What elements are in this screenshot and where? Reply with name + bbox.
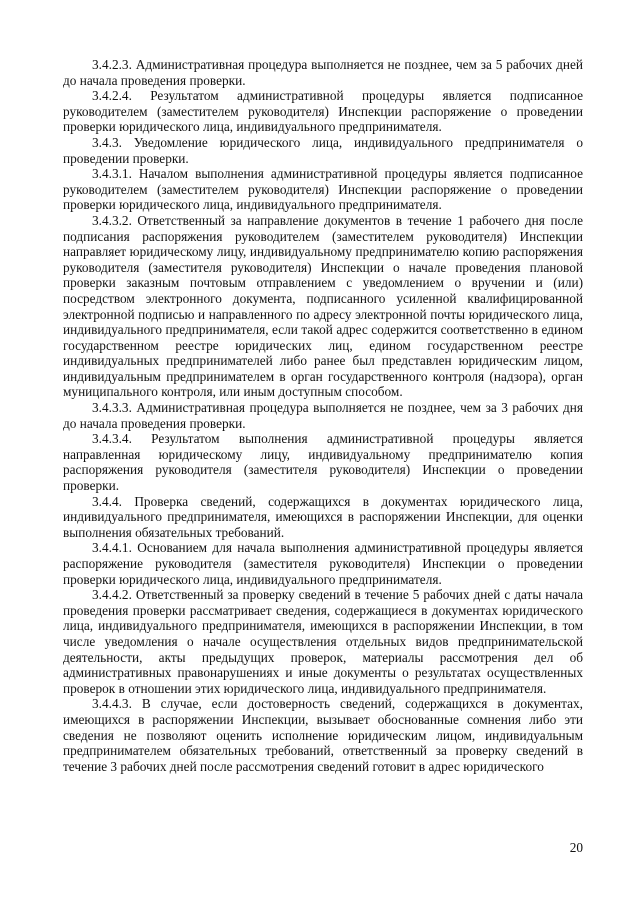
- paragraph-3-4-4: 3.4.4. Проверка сведений, содержащихся в документах юридического лица, индивидуального предпринимателя, имеющихся в распоряжении Инспекции, для оценки выполнения обязательных требований.: [63, 493, 583, 540]
- paragraph-3-4-3: 3.4.3. Уведомление юридического лица, индивидуального предпринимателя о проведении проверки.: [63, 134, 583, 166]
- page-number: 20: [569, 840, 583, 855]
- paragraph-3-4-3-1: 3.4.3.1. Началом выполнения административной процедуры является подписанное руководителем (заместителем руководителя) Инспекции распоряжение о проведении проверки юридического лица, индивидуального предпринимателя.: [63, 166, 583, 213]
- paragraph-3-4-3-4: 3.4.3.4. Результатом выполнения административной процедуры является направленная юридическому лицу, индивидуальному предпринимателю копия распоряжения руководителя (заместителя руководителя) Инспекции о проведении проверки.: [63, 431, 583, 494]
- paragraph-3-4-2-3: 3.4.2.3. Административная процедура выполняется не позднее, чем за 5 рабочих дней до начала проведения проверки.: [63, 57, 583, 88]
- document-body: [63, 57, 583, 774]
- paragraph-3-4-3-2: 3.4.3.2. Ответственный за направление документов в течение 1 рабочего дня после подписания распоряжения руководителем (заместителем руководителя) Инспекции направляет юридическому лицу, индивидуальному предпринимателю копию распоряжения руководителя (заместителя руководителя) Инспекции о начале проведения плановой проверки заказным почтовым отправлением с уведомлением о вручении и (или) посредством электронного документа, подписанного усиленной квалифицированной электронной подписью и направленного по адресу электронной почты юридического лица, индивидуального предпринимателя, если такой адрес содержится соответственно в едином государственном реестре юридических лиц, едином государственном реестре индивидуальных предпринимателей либо ранее был представлен юридическим лицом, индивидуальным предпринимателем в орган государственного контроля (надзора), орган муниципального контроля, или иным доступным способом.: [63, 212, 583, 400]
- paragraph-3-4-3-3: 3.4.3.3. Административная процедура выполняется не позднее, чем за 3 рабочих дня до начала проведения проверки.: [63, 400, 583, 431]
- paragraph-3-4-4-1: 3.4.4.1. Основанием для начала выполнения административной процедуры является распоряжение руководителя (заместителя руководителя) Инспекции о проведении проверки юридического лица, индивидуального предпринимателя.: [63, 540, 583, 587]
- paragraph-3-4-2-4: 3.4.2.4. Результатом административной процедуры является подписанное руководителем (заместителем руководителя) Инспекции распоряжение о проведении проверки юридического лица, индивидуального предпринимателя.: [63, 88, 583, 135]
- paragraph-3-4-4-2: 3.4.4.2. Ответственный за проверку сведений в течение 5 рабочих дней с даты начала проведения проверки рассматривает сведения, содержащиеся в документах юридического лица, индивидуального предпринимателя, имеющихся в распоряжении Инспекции, в том числе уведомления о начале осуществления отдельных видов предпринимательской деятельности, акты предыдущих проверок, материалы рассмотрения дел об административных правонарушениях и иные документы о результатах осуществленных проверок в отношении этих юридического лица, индивидуального предпринимателя.: [63, 587, 583, 696]
- paragraph-3-4-4-3: 3.4.4.3. В случае, если достоверность сведений, содержащихся в документах, имеющихся в распоряжении Инспекции, вызывает обоснованные сомнения либо эти сведения не позволяют оценить исполнение юридическим лицом, индивидуальным предпринимателем обязательных требований, ответственный за проверку сведений в течение 3 рабочих дней после рассмотрения сведений готовит в адрес юридического: [63, 696, 583, 774]
